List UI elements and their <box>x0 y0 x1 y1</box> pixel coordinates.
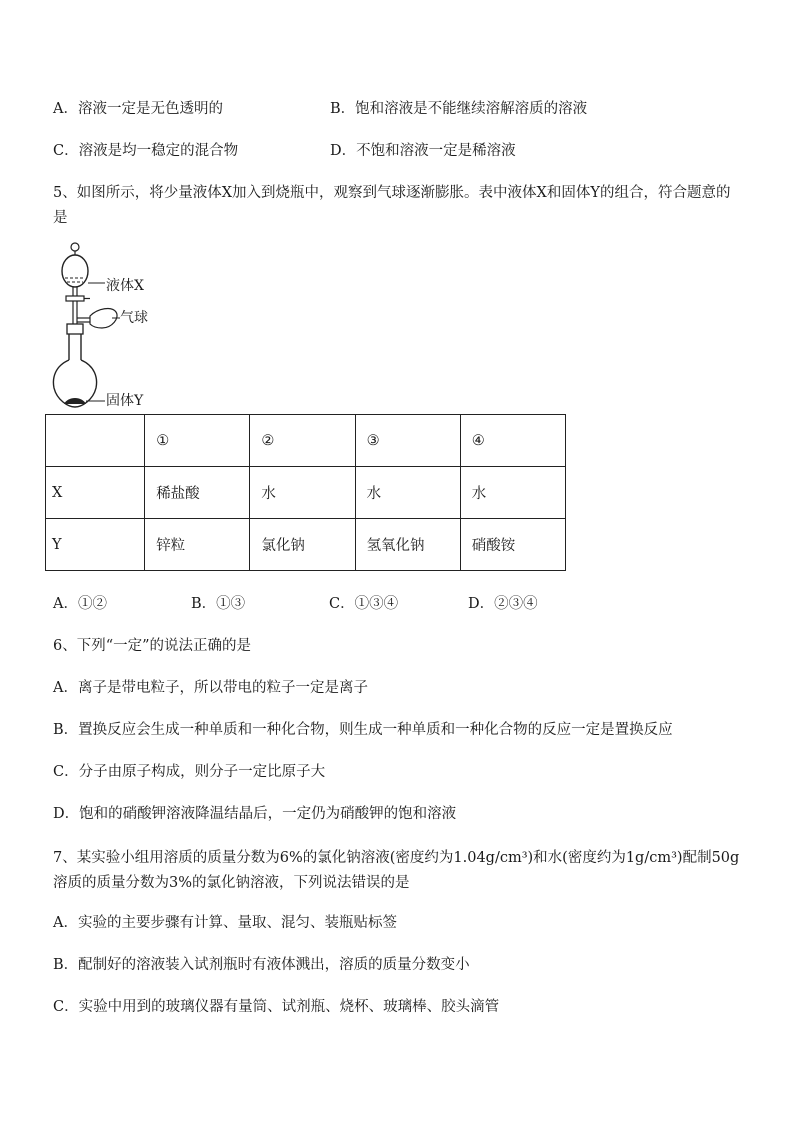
q5-option-a: A．①② <box>53 596 107 612</box>
q7-option-b: B．配制好的溶液装入试剂瓶时有液体溅出，溶质的质量分数变小 <box>53 957 470 973</box>
q5-stem: 5、如图所示，将少量液体X加入到烧瓶中，观察到气球逐渐膨胀。表中液体X和固体Y的组合，符合题意的是 <box>53 185 731 226</box>
q6-option-a: A．离子是带电粒子，所以带电的粒子一定是离子 <box>53 680 368 696</box>
table-cell: ④ <box>460 415 565 467</box>
q7-option-c: C．实验中用到的玻璃仪器有量筒、试剂瓶、烧杯、玻璃棒、胶头滴管 <box>53 999 500 1015</box>
label-balloon: 气球 <box>120 310 148 326</box>
q6-option-c: C．分子由原子构成，则分子一定比原子大 <box>53 764 326 780</box>
q5-option-d: D．②③④ <box>468 596 538 612</box>
q5-option-c: C．①③④ <box>329 596 399 612</box>
q4-option-c: C．溶液是均一稳定的混合物 <box>53 143 239 159</box>
table-cell: 水 <box>250 467 355 519</box>
table-cell: X <box>46 467 145 519</box>
q7-option-a: A．实验的主要步骤有计算、量取、混匀、装瓶贴标签 <box>53 915 397 931</box>
table-cell: 锌粒 <box>145 519 250 571</box>
table-cell: ② <box>250 415 355 467</box>
table-cell <box>46 415 145 467</box>
q6-option-d: D．饱和的硝酸钾溶液降温结晶后，一定仍为硝酸钾的饱和溶液 <box>53 806 457 822</box>
q6-option-b: B．置换反应会生成一种单质和一种化合物，则生成一种单质和一种化合物的反应一定是置换反应 <box>53 722 673 738</box>
q4-option-b: B．饱和溶液是不能继续溶解溶质的溶液 <box>330 101 588 117</box>
flask-apparatus-diagram <box>50 238 180 413</box>
table-cell: 水 <box>460 467 565 519</box>
table-cell: ① <box>145 415 250 467</box>
table-row <box>46 519 566 571</box>
table-cell: ③ <box>355 415 460 467</box>
table-cell: 硝酸铵 <box>460 519 565 571</box>
table-cell: 氢氧化钠 <box>355 519 460 571</box>
label-liquid-x: 液体X <box>106 278 144 294</box>
table-cell: 水 <box>355 467 460 519</box>
table-header-row <box>46 415 566 467</box>
q5-combination-table <box>45 414 566 571</box>
q5-option-b: B．①③ <box>191 596 246 612</box>
label-solid-y: 固体Y <box>106 393 144 409</box>
table-row <box>46 467 566 519</box>
table-cell: Y <box>46 519 145 571</box>
q4-option-d: D．不饱和溶液一定是稀溶液 <box>330 143 516 159</box>
q7-stem: 7、某实验小组用溶质的质量分数为6%的氯化钠溶液(密度约为1.04g/cm³)和水(密度约为1g/cm³)配制50g溶质的质量分数为3%的氯化钠溶液，下列说法错误的是 <box>53 850 740 891</box>
table-cell: 稀盐酸 <box>145 467 250 519</box>
q6-stem: 6、下列“一定”的说法正确的是 <box>53 638 252 654</box>
table-cell: 氯化钠 <box>250 519 355 571</box>
q4-option-a: A．溶液一定是无色透明的 <box>53 101 223 117</box>
